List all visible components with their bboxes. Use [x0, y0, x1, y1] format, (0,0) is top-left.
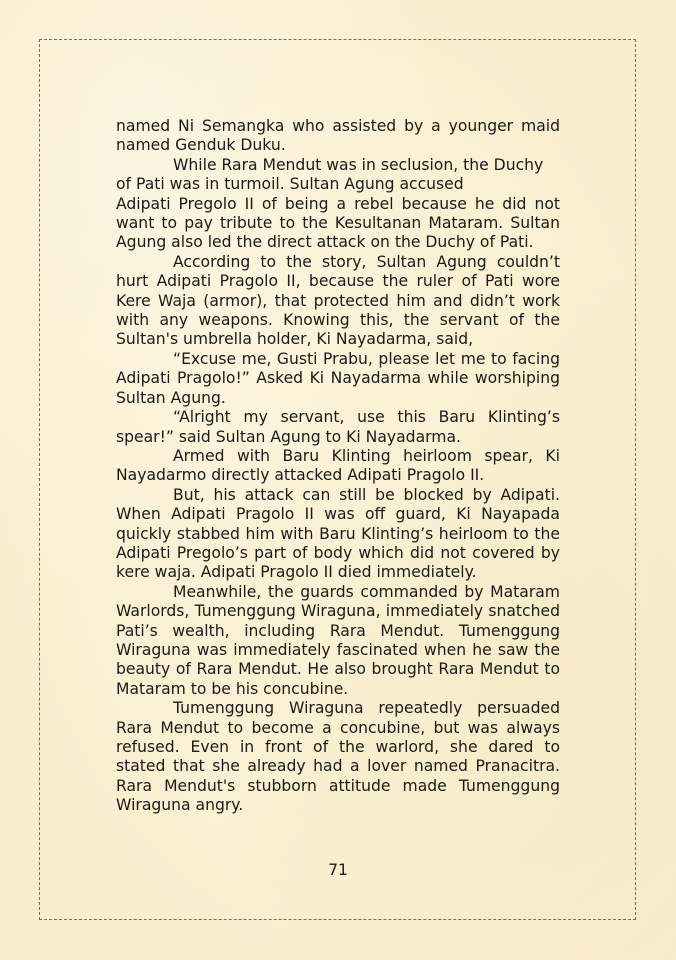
paragraph: While Rara Mendut was in seclusion, the Duchy of Pati was in turmoil. Sultan Agung accused: [116, 155, 544, 194]
paragraph: Armed with Baru Klinting heirloom spear, Ki Nayadarmo directly attacked Adipati Pragolo II.: [116, 446, 560, 485]
paragraph: But, his attack can still be blocked by Adipati. When Adipati Pragolo II was off guard, Ki Nayapada quickly stabbed him with Baru Klinting’s heirloom to the Adipati Pregolo’s part of body which did not covered by kere waja. Adipati Pragolo II died immediately.: [116, 485, 560, 582]
paragraph: Meanwhile, the guards commanded by Mataram Warlords, Tumenggung Wiraguna, immediately snatched Pati’s wealth, including Rara Mendut. Tumenggung Wiraguna was immediately fascinated when he saw the beauty of Rara Mendut. He also brought Rara Mendut to Mataram to be his concubine.: [116, 582, 560, 698]
page-number: 71: [328, 861, 348, 879]
paragraph: Tumenggung Wiraguna repeatedly persuaded Rara Mendut to become a concubine, but was always refused. Even in front of the warlord, she dared to stated that she already had a lover named Pranacitra. Rara Mendut's stubborn attitude made Tumenggung Wiraguna angry.: [116, 699, 560, 815]
paragraph: Adipati Pregolo II of being a rebel because he did not want to pay tribute to the Kesultanan Mataram. Sultan Agung also led the direct attack on the Duchy of Pati.: [116, 194, 560, 252]
paragraph: “Excuse me, Gusti Prabu, please let me to facing Adipati Pragolo!” Asked Ki Nayadarma while worshiping Sultan Agung.: [116, 349, 560, 407]
paragraph: According to the story, Sultan Agung couldn’t hurt Adipati Pragolo II, because the ruler of Pati wore Kere Waja (armor), that protected him and didn’t work with any weapons. Knowing this, the servant of the Sultan's umbrella holder, Ki Nayadarma, said,: [116, 252, 560, 349]
paragraph: named Ni Semangka who assisted by a younger maid named Genduk Duku.: [116, 117, 560, 155]
body-text: [116, 117, 560, 816]
paragraph: “Alright my servant, use this Baru Klinting’s spear!” said Sultan Agung to Ki Nayadarma.: [116, 408, 560, 446]
